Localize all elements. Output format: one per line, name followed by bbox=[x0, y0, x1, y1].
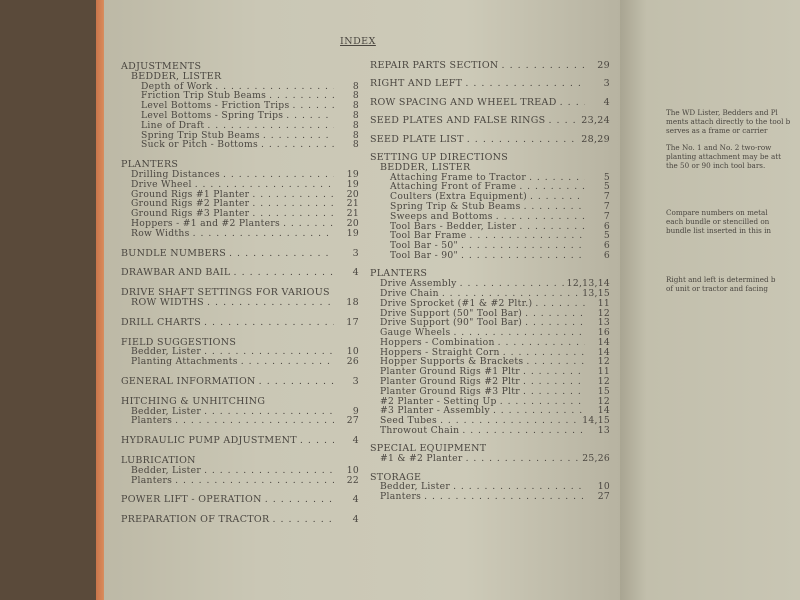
text-line: Compare numbers on metal bbox=[666, 208, 768, 217]
index-entry bbox=[121, 436, 359, 446]
page-number: 4 bbox=[352, 267, 359, 279]
index-section bbox=[121, 436, 359, 446]
entry-label: Attaching Front of Frame bbox=[390, 181, 517, 193]
entry-label: DRIVE SHAFT SETTINGS FOR VARIOUS bbox=[121, 287, 330, 299]
index-entry bbox=[121, 476, 359, 486]
entry-label: Drive Assembly bbox=[380, 278, 457, 290]
dot-leader bbox=[241, 357, 334, 367]
index-entry bbox=[121, 377, 359, 387]
dot-leader bbox=[293, 101, 335, 111]
entry-label: Drive Sprocket (#1 & #2 Pltr.) bbox=[380, 297, 533, 309]
entry-label: Gauge Wheels bbox=[380, 327, 451, 339]
dot-leader bbox=[523, 367, 585, 377]
dot-leader bbox=[462, 426, 585, 436]
dot-leader bbox=[204, 466, 334, 476]
entry-label: Tool Bar Frame bbox=[390, 230, 467, 242]
page-number: 19 bbox=[346, 178, 359, 190]
dot-leader bbox=[204, 318, 334, 328]
entry-label: Planter Ground Rigs #3 Pltr bbox=[380, 385, 520, 397]
entry-label: PREPARATION OF TRACTOR bbox=[121, 514, 270, 526]
dot-leader bbox=[229, 249, 334, 259]
index-section bbox=[370, 79, 610, 89]
page-number: 9 bbox=[352, 405, 359, 417]
page-number: 4 bbox=[352, 435, 359, 447]
entry-label: Level Bottoms - Friction Trips bbox=[141, 100, 290, 112]
entry-label: Sweeps and Bottoms bbox=[390, 210, 493, 222]
index-section bbox=[370, 61, 610, 71]
entry-label: Bedder, Lister bbox=[131, 464, 202, 476]
page-number: 21 bbox=[346, 208, 359, 220]
entry-label: Bedder, Lister bbox=[131, 346, 202, 358]
page-number: 7 bbox=[603, 191, 610, 203]
entry-label: Level Bottoms - Spring Trips bbox=[141, 109, 284, 121]
index-section bbox=[121, 377, 359, 387]
index-entry bbox=[370, 492, 610, 502]
dot-leader bbox=[548, 116, 578, 126]
entry-label: Seed Tubes bbox=[380, 415, 438, 427]
entry-label: Ground Rigs #1 Planter bbox=[131, 188, 250, 200]
page-number: 5 bbox=[603, 171, 610, 183]
entry-label: Ground Rigs #2 Planter bbox=[131, 198, 250, 210]
dot-leader bbox=[530, 192, 585, 202]
page-number: 17 bbox=[346, 316, 359, 328]
dot-leader bbox=[461, 251, 585, 261]
dot-leader bbox=[440, 416, 579, 426]
page-number: 21 bbox=[346, 198, 359, 210]
dot-leader bbox=[525, 309, 585, 319]
page-number: 13,15 bbox=[582, 287, 610, 299]
entry-label: Planting Attachments bbox=[131, 356, 238, 368]
page-number: 10 bbox=[346, 464, 359, 476]
page-number: 13 bbox=[597, 317, 610, 329]
index-section bbox=[370, 153, 610, 261]
entry-label: REPAIR PARTS SECTION bbox=[370, 60, 499, 71]
text-line: The WD Lister, Bedders and Pl bbox=[666, 108, 778, 117]
entry-label: Row Widths bbox=[131, 227, 190, 239]
dot-leader bbox=[461, 241, 585, 251]
dot-leader bbox=[175, 476, 334, 486]
text-line: the 50 or 90 inch tool bars. bbox=[666, 161, 766, 170]
entry-label: SETTING UP DIRECTIONS bbox=[370, 151, 509, 163]
index-section bbox=[121, 249, 359, 259]
page-number: 6 bbox=[603, 249, 610, 261]
entry-label: SEED PLATES AND FALSE RINGS bbox=[370, 115, 546, 127]
dot-leader bbox=[519, 182, 585, 192]
page-number: 14 bbox=[597, 346, 610, 358]
page-number: 7 bbox=[603, 200, 610, 212]
entry-label: SEED PLATE LIST bbox=[370, 133, 464, 145]
index-entry bbox=[121, 318, 359, 328]
entry-label: Coulters (Extra Equipment) bbox=[390, 191, 527, 203]
entry-label: POWER LIFT - OPERATION bbox=[121, 494, 262, 506]
index-column-right bbox=[370, 61, 610, 511]
page-number: 6 bbox=[603, 220, 610, 232]
dot-leader bbox=[560, 98, 585, 108]
dot-leader bbox=[493, 406, 585, 416]
dot-leader bbox=[502, 61, 585, 71]
index-entry bbox=[370, 98, 610, 108]
facing-paragraph bbox=[666, 208, 771, 235]
page-number: 7 bbox=[603, 210, 610, 222]
entry-label: Drive Chain bbox=[380, 287, 439, 299]
index-entry bbox=[121, 416, 359, 426]
page-number: 28,29 bbox=[581, 133, 610, 145]
entry-label: Drive Support (50" Tool Bar) bbox=[380, 307, 523, 319]
page-number: 12 bbox=[597, 356, 610, 368]
page-number: 16 bbox=[597, 327, 610, 339]
entry-label: Suck or Pitch - Bottoms bbox=[141, 139, 259, 151]
page-title: INDEX bbox=[340, 36, 376, 47]
entry-label: Hoppers - Combination bbox=[380, 336, 495, 348]
dot-leader bbox=[261, 140, 334, 150]
page-number: 4 bbox=[352, 494, 359, 506]
dot-leader bbox=[525, 318, 585, 328]
facing-paragraph bbox=[666, 275, 776, 293]
dot-leader bbox=[223, 170, 334, 180]
index-entry bbox=[370, 251, 610, 261]
index-entry bbox=[121, 268, 359, 278]
page-number: 8 bbox=[352, 80, 359, 92]
dot-leader bbox=[265, 495, 334, 505]
text-line: The No. 1 and No. 2 two-row bbox=[666, 143, 772, 152]
index-entry bbox=[121, 515, 359, 525]
page-number: 25,26 bbox=[582, 453, 610, 465]
text-line: each bundle or stencilled on bbox=[666, 217, 770, 226]
index-entry bbox=[121, 495, 359, 505]
page-number: 20 bbox=[346, 188, 359, 200]
page-number: 8 bbox=[352, 129, 359, 141]
dot-leader bbox=[252, 199, 334, 209]
page-number: 11 bbox=[597, 297, 610, 309]
page-number: 3 bbox=[352, 375, 359, 387]
entry-label: RIGHT AND LEFT bbox=[370, 78, 463, 90]
text-line: bundle list inserted in this in bbox=[666, 226, 772, 235]
entry-label: Hoppers - #1 and #2 Planters bbox=[131, 217, 281, 229]
dot-leader bbox=[193, 229, 334, 239]
entry-label: SPECIAL EQUIPMENT bbox=[370, 443, 487, 455]
dot-leader bbox=[259, 377, 334, 387]
entry-label: HITCHING & UNHITCHING bbox=[121, 395, 266, 407]
index-section bbox=[370, 444, 610, 464]
entry-label: Tool Bar - 50" bbox=[390, 240, 459, 252]
dot-leader bbox=[535, 299, 585, 309]
page-number: 3 bbox=[352, 247, 359, 259]
dot-leader bbox=[204, 407, 334, 417]
entry-label: Depth of Work bbox=[141, 80, 213, 92]
index-entry bbox=[370, 79, 610, 89]
entry-label: #1 & #2 Planter bbox=[380, 453, 463, 465]
page-number: 14 bbox=[597, 405, 610, 417]
entry-label: Throwout Chain bbox=[380, 425, 460, 437]
page-number: 22 bbox=[346, 474, 359, 486]
entry-label: ADJUSTMENTS bbox=[121, 61, 202, 72]
page-number: 15 bbox=[597, 385, 610, 397]
page-number: 11 bbox=[597, 366, 610, 378]
entry-label: BEDDER, LISTER bbox=[131, 70, 222, 82]
page-number: 5 bbox=[603, 230, 610, 242]
index-section bbox=[121, 495, 359, 505]
page-number: 14,15 bbox=[582, 415, 610, 427]
entry-label: #3 Planter - Assembly bbox=[380, 405, 490, 417]
page-number: 19 bbox=[346, 168, 359, 180]
entry-label: LUBRICATION bbox=[121, 454, 196, 466]
page-number: 8 bbox=[352, 100, 359, 112]
page-number: 4 bbox=[352, 514, 359, 526]
entry-label: Line of Draft bbox=[141, 119, 205, 131]
page-number: 8 bbox=[352, 90, 359, 102]
dot-leader bbox=[523, 377, 585, 387]
page-number: 19 bbox=[346, 227, 359, 239]
dot-leader bbox=[263, 131, 334, 141]
text-line: planting attachment may be att bbox=[666, 152, 782, 161]
index-section bbox=[121, 318, 359, 328]
entry-label: PLANTERS bbox=[121, 159, 179, 171]
index-entry bbox=[121, 140, 359, 150]
dot-leader bbox=[529, 173, 585, 183]
facing-paragraph bbox=[666, 143, 781, 170]
text-line: of unit or tractor and facing bbox=[666, 284, 768, 293]
index-section bbox=[370, 269, 610, 436]
page-number: 18 bbox=[346, 296, 359, 308]
index-entry bbox=[370, 116, 610, 126]
dot-leader bbox=[300, 436, 334, 446]
entry-label: Drive Wheel bbox=[131, 178, 192, 190]
page-number: 12 bbox=[597, 307, 610, 319]
page-number: 8 bbox=[352, 139, 359, 151]
page-number: 4 bbox=[603, 96, 610, 108]
dot-leader bbox=[469, 231, 585, 241]
index-entry bbox=[370, 454, 610, 464]
entry-label: Tool Bar - 90" bbox=[390, 249, 459, 261]
page-number: 8 bbox=[352, 109, 359, 121]
index-section bbox=[121, 160, 359, 238]
page-number: 13 bbox=[597, 425, 610, 437]
index-section bbox=[121, 268, 359, 278]
page-number: 20 bbox=[346, 217, 359, 229]
entry-label: GENERAL INFORMATION bbox=[121, 375, 256, 387]
index-entry bbox=[121, 357, 359, 367]
dot-leader bbox=[465, 79, 585, 89]
page-number: 6 bbox=[603, 240, 610, 252]
entry-label: ROW SPACING AND WHEEL TREAD bbox=[370, 96, 557, 108]
entry-label: Bedder, Lister bbox=[131, 405, 202, 417]
index-entry bbox=[121, 229, 359, 239]
facing-page bbox=[620, 0, 800, 600]
page-number: 26 bbox=[346, 356, 359, 368]
text-line: Right and left is determined b bbox=[666, 275, 776, 284]
index-section bbox=[121, 397, 359, 426]
index-section bbox=[121, 515, 359, 525]
dot-leader bbox=[526, 357, 585, 367]
page-number: 27 bbox=[346, 415, 359, 427]
entry-label: DRAWBAR AND BAIL bbox=[121, 267, 231, 279]
page-number: 10 bbox=[597, 481, 610, 493]
text-line: ments attach directly to the tool b bbox=[666, 117, 791, 126]
entry-label: #2 Planter - Setting Up bbox=[380, 395, 497, 407]
entry-label: Ground Rigs #3 Planter bbox=[131, 208, 250, 220]
index-entry bbox=[370, 135, 610, 145]
facing-paragraph bbox=[666, 108, 790, 135]
entry-label: Friction Trip Stub Beams bbox=[141, 90, 267, 102]
dot-leader bbox=[424, 492, 585, 502]
index-entry bbox=[121, 298, 359, 308]
index-section bbox=[370, 116, 610, 126]
entry-label: Spring Trip & Stub Beams bbox=[390, 200, 521, 212]
entry-label: Planters bbox=[380, 491, 422, 503]
index-section bbox=[370, 135, 610, 145]
dot-leader bbox=[467, 135, 579, 145]
entry-label: Tool Bars - Bedder, Lister bbox=[390, 220, 517, 232]
index-section bbox=[121, 288, 359, 308]
index-section bbox=[370, 473, 610, 502]
page-number: 14 bbox=[597, 336, 610, 348]
page-number: 27 bbox=[597, 491, 610, 503]
page-number: 12,13,14 bbox=[566, 278, 610, 290]
page-number: 12 bbox=[597, 395, 610, 407]
entry-label: Bedder, Lister bbox=[380, 481, 451, 493]
entry-label: Spring Trip Stub Beams bbox=[141, 129, 260, 141]
dot-leader bbox=[466, 454, 580, 464]
index-entry bbox=[121, 249, 359, 259]
page-number: 5 bbox=[603, 181, 610, 193]
page-number: 12 bbox=[597, 376, 610, 388]
dot-leader bbox=[524, 202, 585, 212]
entry-label: PLANTERS bbox=[370, 268, 428, 280]
dot-leader bbox=[498, 338, 585, 348]
dot-leader bbox=[283, 219, 334, 229]
entry-label: ROW WIDTHS bbox=[131, 296, 204, 308]
entry-label: Drilling Distances bbox=[131, 168, 221, 180]
entry-label: Planter Ground Rigs #2 Pltr bbox=[380, 376, 520, 388]
dot-leader bbox=[272, 515, 334, 525]
dot-leader bbox=[252, 190, 334, 200]
entry-label: Planters bbox=[131, 415, 173, 427]
entry-label: Planter Ground Rigs #1 Pltr bbox=[380, 366, 520, 378]
dot-leader bbox=[460, 279, 564, 289]
entry-label: BEDDER, LISTER bbox=[380, 161, 471, 173]
dot-leader bbox=[500, 397, 585, 407]
entry-label: DRILL CHARTS bbox=[121, 316, 202, 328]
dot-leader bbox=[175, 416, 334, 426]
page-number: 3 bbox=[603, 78, 610, 90]
entry-label: Planters bbox=[131, 474, 173, 486]
page-number: 8 bbox=[352, 119, 359, 131]
index-entry bbox=[370, 61, 610, 71]
entry-label: Attaching Frame to Tractor bbox=[390, 171, 527, 183]
dot-leader bbox=[523, 387, 585, 397]
dot-leader bbox=[519, 222, 585, 232]
text-line: serves as a frame or carrier bbox=[666, 126, 768, 135]
index-column-left bbox=[121, 62, 359, 535]
entry-label: Hopper Supports & Brackets bbox=[380, 356, 524, 368]
dot-leader bbox=[286, 111, 334, 121]
page-number: 23,24 bbox=[581, 115, 610, 127]
index-section bbox=[121, 338, 359, 367]
index-section bbox=[121, 62, 359, 150]
entry-label: STORAGE bbox=[370, 471, 422, 483]
page-number: 29 bbox=[597, 60, 610, 71]
index-section bbox=[370, 98, 610, 108]
dot-leader bbox=[234, 268, 334, 278]
dot-leader bbox=[453, 482, 585, 492]
entry-label: Drive Support (90" Tool Bar) bbox=[380, 317, 523, 329]
entry-label: BUNDLE NUMBERS bbox=[121, 247, 227, 259]
entry-label: FIELD SUGGESTIONS bbox=[121, 336, 237, 348]
index-section bbox=[121, 456, 359, 485]
dot-leader bbox=[207, 298, 334, 308]
index-entry bbox=[370, 426, 610, 436]
entry-label: HYDRAULIC PUMP ADJUSTMENT bbox=[121, 435, 297, 447]
page-number: 10 bbox=[346, 346, 359, 358]
entry-label: Hoppers - Straight Corn bbox=[380, 346, 500, 358]
